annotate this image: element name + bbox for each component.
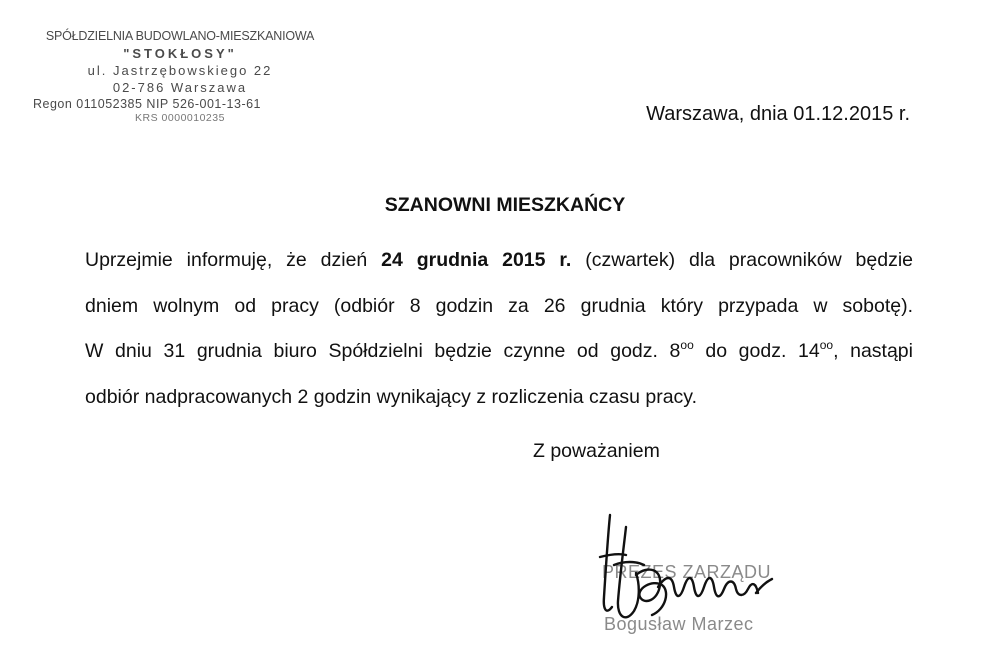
holiday-date: 24 grudnia 2015 r. — [381, 249, 572, 271]
body-line-3 — [85, 329, 913, 375]
letter-date: Warszawa, dnia 01.12.2015 r. — [646, 103, 910, 125]
body-text-segment: , nastąpi — [833, 340, 913, 362]
body-line-2: dniem wolnym od pracy (odbiór 8 godzin za 26 grudnia który przypada w sobotę). — [85, 294, 913, 317]
stamp-org-name: SPÓŁDZIELNIA BUDOWLANO-MIESZKANIOWA — [45, 29, 315, 43]
letter-body — [85, 238, 913, 420]
hour-superscript: oo — [680, 338, 694, 352]
stamp-krs: KRS 0000010235 — [135, 112, 225, 122]
body-line-1 — [85, 238, 913, 284]
hour-superscript: oo — [819, 338, 834, 352]
signature-stamp-name: Bogusław Marzec — [604, 614, 754, 634]
handwritten-signature — [596, 505, 786, 635]
stamp-org-short-name: "STOKŁOSY" — [123, 46, 237, 61]
body-text-segment: Uprzejmie informuję, że dzień — [85, 249, 382, 271]
body-text-segment: W dniu 31 grudnia biuro Spółdzielni będzie czynne od godz. 8 — [85, 340, 681, 362]
body-text-segment: (czwartek) dla pracowników będzie — [571, 249, 913, 271]
body-line-4: odbiór nadpracowanych 2 godzin wynikający z rozliczenia czasu pracy. — [85, 385, 698, 408]
closing-salutation: Z poważaniem — [533, 440, 660, 462]
stamp-street: ul. Jastrzębowskiego 22 — [87, 63, 273, 78]
body-text-segment: do godz. 14 — [693, 340, 820, 362]
cooperative-stamp — [30, 28, 330, 125]
letter-heading: SZANOWNI MIESZKAŃCY — [384, 194, 626, 216]
stamp-city: 02-786 Warszawa — [112, 80, 248, 95]
signature-stamp-title: PREZES ZARZĄDU — [602, 562, 772, 582]
stamp-regon-nip: Regon 011052385 NIP 526-001-13-61 — [33, 97, 262, 111]
